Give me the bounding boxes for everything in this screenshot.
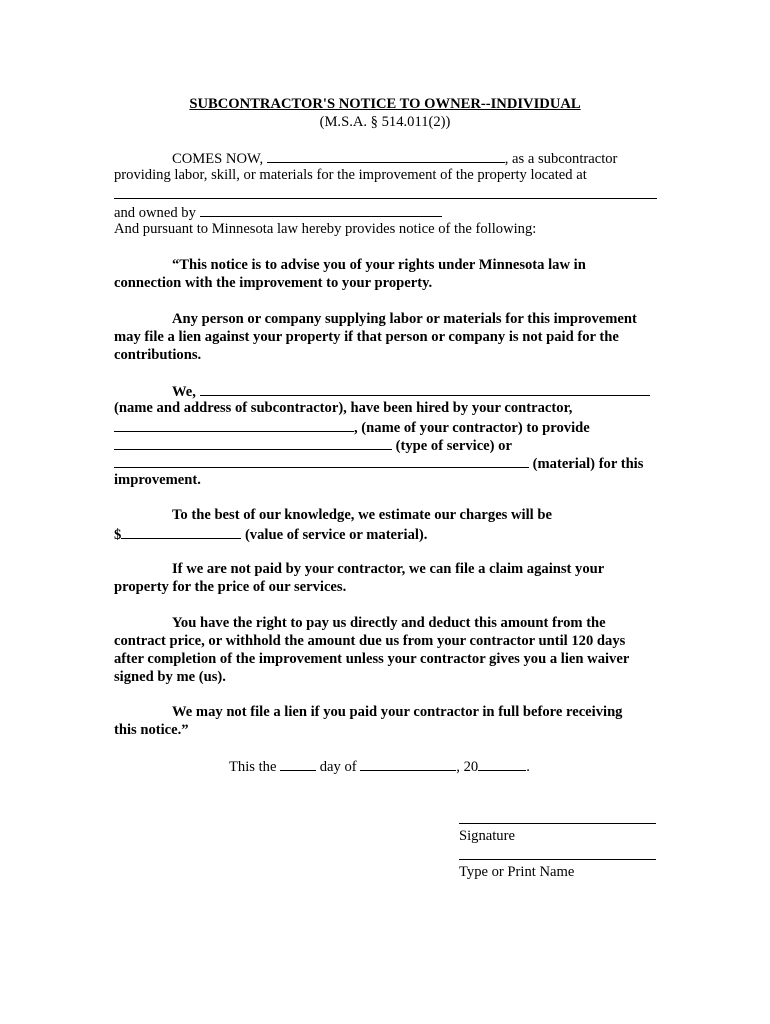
service-line: (type of service) or [114,435,512,455]
notice-p7-line2: this notice.” [114,722,189,738]
statute-citation: (M.S.A. § 514.011(2)) [319,114,451,130]
month-blank[interactable] [360,756,456,771]
owner-name-blank[interactable] [200,202,442,217]
notice-p2-line1: Any person or company supplying labor or materials for this improvement [172,311,637,327]
notice-p1-line2: connection with the improvement to your property. [114,275,433,291]
contractor-line: , (name of your contractor) to provide [114,417,590,437]
material-blank[interactable] [114,453,529,468]
material-line: (material) for this [114,453,643,473]
notice-p7-line1: We may not file a lien if you paid your contractor in full before receiving [172,704,623,720]
notice-p6-line1: You have the right to pay us directly and deduct this amount from the [172,615,606,631]
notice-p2-line2: may file a lien against your property if that person or company is not paid for the [114,329,619,345]
property-location-blank[interactable] [114,198,657,199]
contractor-name-blank[interactable] [114,417,354,432]
notice-p5-line1: If we are not paid by your contractor, we can file a claim against your [172,561,605,577]
notice-p3-line6: improvement. [114,472,201,488]
notice-p6-line3: after completion of the improvement unless your contractor gives you a lien waiver [114,651,630,667]
providing-line: providing labor, skill, or materials for the improvement of the property located at [114,167,587,183]
notice-p6-line2: contract price, or withhold the amount due us from your contractor until 120 days [114,633,626,649]
notice-p3-line2: (name and address of subcontractor), have been hired by your contractor, [114,400,573,416]
print-name-line[interactable] [459,859,656,860]
we-line: We, [172,381,650,401]
subcontractor-address-blank[interactable] [200,381,650,396]
notice-p1-line1: “This notice is to advise you of your rights under Minnesota law in [172,257,586,273]
print-name-label: Type or Print Name [459,864,575,880]
subcontractor-name-blank[interactable] [267,148,505,163]
year-blank[interactable] [478,756,526,771]
day-blank[interactable] [280,756,316,771]
notice-p4-line1: To the best of our knowledge, we estimate our charges will be [172,507,552,523]
charges-amount-blank[interactable] [121,524,241,539]
date-line: This the day of , 20 . [229,756,530,776]
pursuant-line: And pursuant to Minnesota law hereby provides notice of the following: [114,221,537,237]
document-title: SUBCONTRACTOR'S NOTICE TO OWNER--INDIVIDUAL [189,96,581,112]
signature-label: Signature [459,828,515,844]
signature-line[interactable] [459,823,656,824]
notice-p2-line3: contributions. [114,347,202,363]
comes-now-line: COMES NOW, , as a subcontractor [172,148,617,168]
notice-p5-line2: property for the price of our services. [114,579,347,595]
owned-by-line: and owned by [114,202,442,222]
charges-line: $ (value of service or material). [114,524,427,544]
service-type-blank[interactable] [114,435,392,450]
notice-p6-line4: signed by me (us). [114,669,226,685]
